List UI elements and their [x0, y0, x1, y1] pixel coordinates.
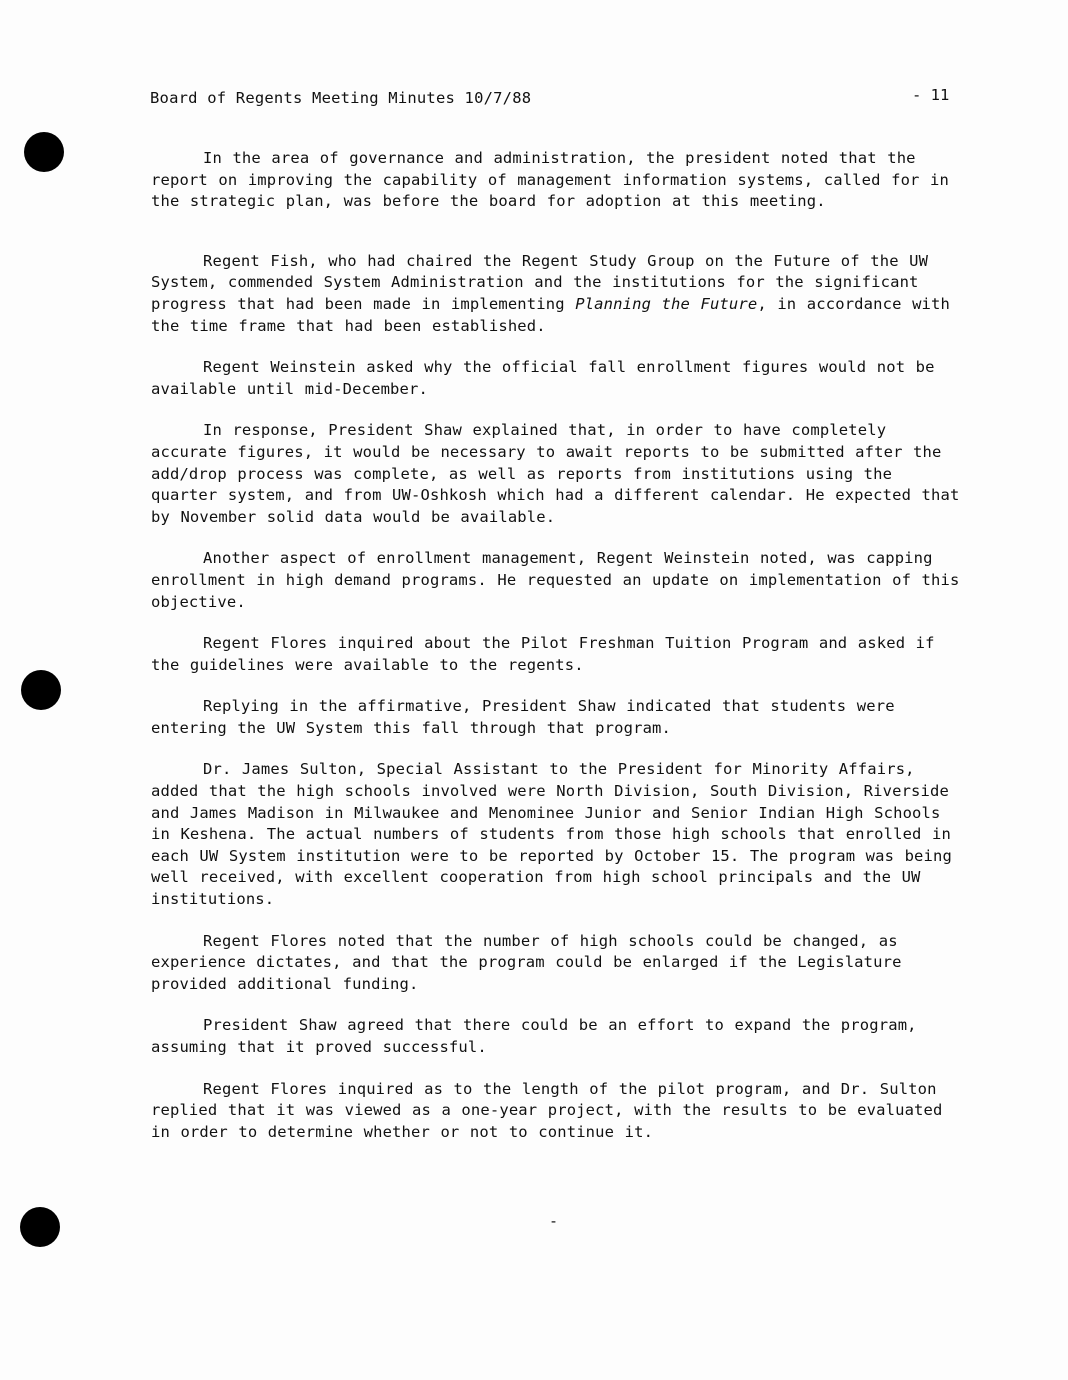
- page-number: - 11: [912, 86, 950, 104]
- paragraph-shaw-expand: President Shaw agreed that there could be an effort to expand the program, assuming that it proved successful.: [151, 1016, 917, 1056]
- paragraph-regent-fish-tail: , in accordance with the time frame that had been established.: [151, 294, 950, 335]
- punch-hole-middle: [21, 670, 61, 710]
- paragraph-enrollment-capping: Another aspect of enrollment management, Regent Weinstein noted, was capping enrollment in high demand programs. He requested an update on implementation of this objective.: [151, 549, 960, 611]
- paragraph-regent-fish: [151, 251, 961, 337]
- paragraph-shaw-affirmative: Replying in the affirmative, President Shaw indicated that students were entering the UW System this fall through that program.: [151, 697, 895, 737]
- paragraph-flores-inquiry: Regent Flores inquired about the Pilot Freshman Tuition Program and asked if the guidelines were available to the regents.: [151, 634, 935, 674]
- publication-title: Planning the Future: [575, 294, 758, 313]
- paragraph-regent-fish-text: Regent Fish, who had chaired the Regent Study Group on the Future of the UW System, commended System Administration and the institutions for the significant progress that had been made in implementing: [151, 251, 929, 313]
- minutes-body: [151, 148, 961, 1143]
- paragraph-weinstein-question: Regent Weinstein asked why the official fall enrollment figures would not be available until mid-December.: [151, 358, 935, 398]
- punch-hole-top: [24, 132, 64, 172]
- paragraph-pilot-length: Regent Flores inquired as to the length of the pilot program, and Dr. Sulton replied that it was viewed as a one-year project, with the results to be evaluated in order to determine whether or not to continue it.: [151, 1079, 943, 1141]
- footer-mark: -: [549, 1212, 559, 1230]
- paragraph-flores-number: Regent Flores noted that the number of high schools could be changed, as experience dictates, and that the program could be enlarged if the Legislature provided additional funding.: [151, 931, 902, 993]
- header-title: Board of Regents Meeting Minutes 10/7/88: [150, 89, 532, 107]
- paragraph-sulton-schools: Dr. James Sulton, Special Assistant to the President for Minority Affairs, added that the high schools involved were North Division, South Division, Riverside and James Madison in Milwaukee and Menominee Junior and Senior Indian High Schools in Keshena. The actual numbers of students from those high schools that enrolled in each UW System institution were to be reported by October 15. The program was being well received, with excellent cooperation from high school principals and the UW institutions.: [151, 760, 952, 909]
- paragraph-governance: In the area of governance and administration, the president noted that the report on improving the capability of management information systems, called for in the strategic plan, was before the board for adoption at this meeting.: [151, 149, 949, 211]
- punch-hole-bottom: [20, 1207, 60, 1247]
- paragraph-shaw-response: In response, President Shaw explained that, in order to have completely accurate figures, it would be necessary to await reports to be submitted after the add/drop process was complete, as well as reports from institutions using the quarter system, and from UW-Oshkosh which had a different calendar. He expected that by November solid data would be available.: [151, 421, 960, 526]
